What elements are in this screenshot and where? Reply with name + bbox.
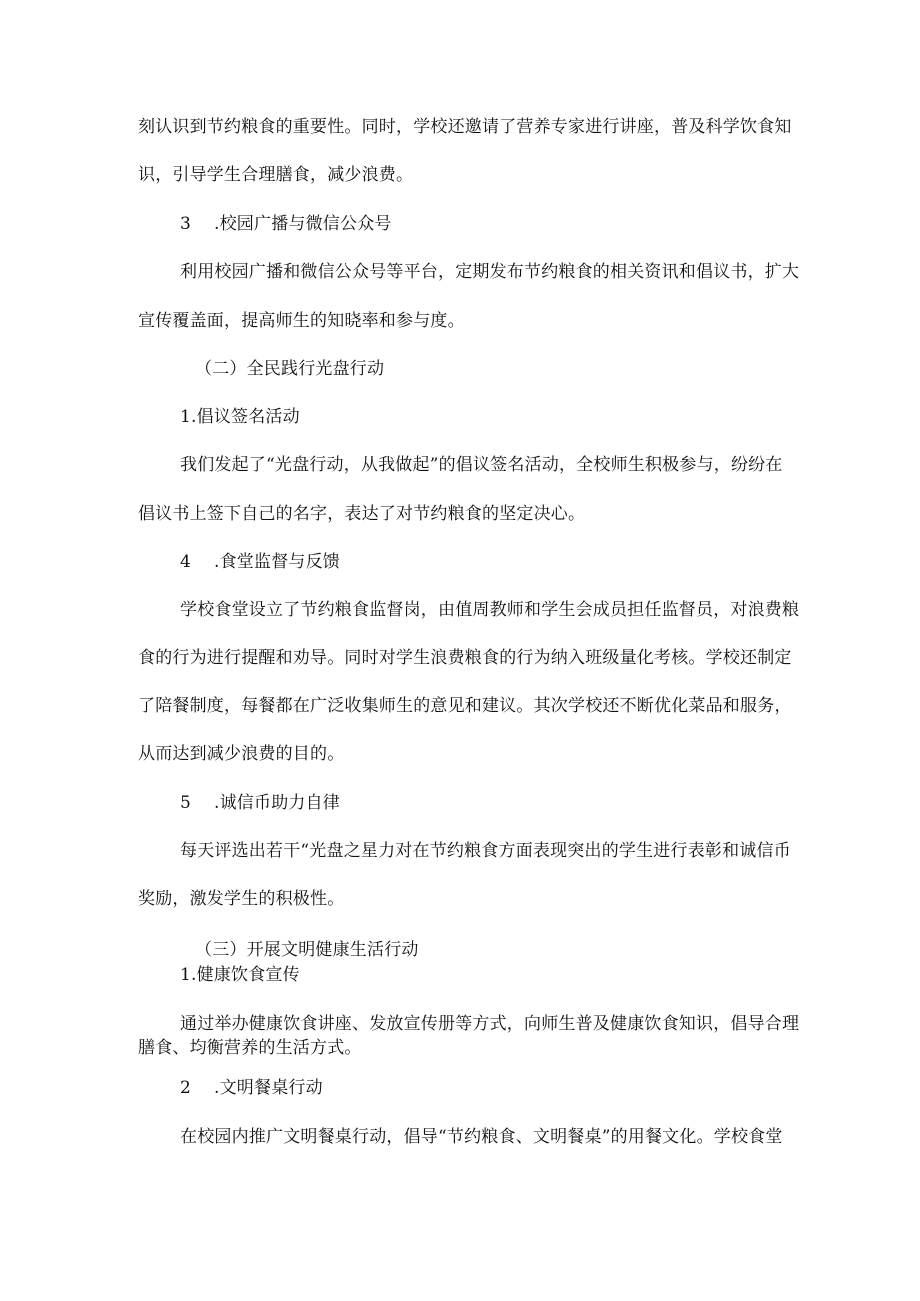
- paragraph-line: 通过举办健康饮食讲座、发放宣传册等方式，向师生普及健康饮食知识，倡导合理: [180, 1014, 800, 1034]
- heading-number: 5: [180, 793, 192, 813]
- paragraph-line: 宣传覆盖面，提高师生的知晓率和参与度。: [138, 311, 465, 331]
- heading-number: 2: [180, 1078, 192, 1098]
- paragraph-line: 我们发起了“光盘行动，从我做起”的倡议签名活动，全校师生积极参与，纷纷在: [180, 455, 783, 475]
- heading-item-2: [180, 1078, 323, 1098]
- paragraph-line: 食的行为进行提醒和劝导。同时对学生浪费粮食的行为纳入班级量化考核。学校还制定: [138, 648, 792, 668]
- heading-item-3: [180, 214, 392, 234]
- paragraph-line: 在校园内推广文明餐桌行动，倡导“节约粮食、文明餐桌”的用餐文化。学校食堂: [180, 1127, 783, 1147]
- heading-item-1: 1.健康饮食宣传: [180, 965, 300, 985]
- paragraph-line: 每天评选出若干“光盘之星力对在节约粮食方面表现突出的学生进行表彰和诚信币: [180, 841, 791, 861]
- heading-item-1: 1.倡议签名活动: [180, 407, 300, 427]
- paragraph-line: 从而达到减少浪费的目的。: [138, 744, 345, 764]
- section-title-3: （三）开展文明健康生活行动: [195, 940, 419, 960]
- heading-number: 4: [180, 552, 192, 572]
- section-title-2: （二）全民践行光盘行动: [195, 359, 385, 379]
- paragraph-line: 识，引导学生合理膳食，减少浪费。: [138, 165, 414, 185]
- paragraph-line: 学校食堂设立了节约粮食监督岗，由值周教师和学生会成员担任监督员，对浪费粮: [180, 600, 800, 620]
- paragraph-line: 刻认识到节约粮食的重要性。同时，学校还邀请了营养专家进行讲座，普及科学饮食知: [138, 117, 792, 137]
- paragraph-line: 利用校园广播和微信公众号等平台，定期发布节约粮食的相关资讯和倡议书，扩大: [180, 262, 800, 282]
- heading-number: 3: [180, 214, 192, 234]
- paragraph-line: 了陪餐制度，每餐都在广泛收集师生的意见和建议。其次学校还不断优化菜品和服务，: [138, 696, 792, 716]
- heading-text: .诚信币助力自律: [214, 793, 341, 813]
- heading-item-5: [180, 793, 340, 813]
- heading-text: .食堂监督与反馈: [214, 552, 341, 572]
- paragraph-line: 倡议书上签下自己的名字，表达了对节约粮食的坚定决心。: [138, 504, 586, 524]
- heading-text: .校园广播与微信公众号: [214, 214, 392, 234]
- paragraph-line: 奖励，激发学生的积极性。: [138, 889, 345, 909]
- heading-item-4: [180, 552, 340, 572]
- paragraph-line: 膳食、均衡营养的生活方式。: [138, 1038, 362, 1058]
- heading-text: .文明餐桌行动: [214, 1078, 323, 1098]
